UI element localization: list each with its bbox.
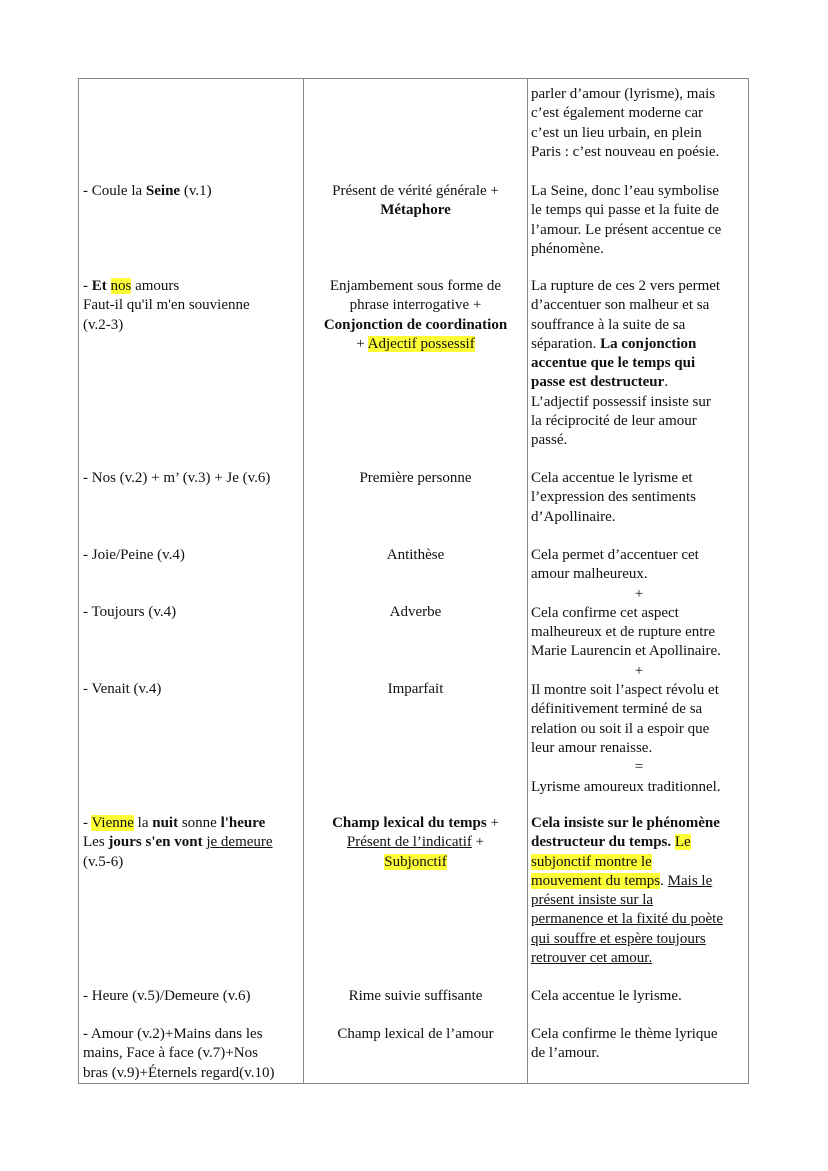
text-segment: - Heure (v.5)/Demeure (v.6) bbox=[83, 988, 251, 1004]
table-cell-entry bbox=[83, 1025, 300, 1083]
text-segment: - Venait (v.4) bbox=[83, 681, 162, 697]
text-segment: Cela permet d’accentuer cet amour malheureux. bbox=[531, 547, 699, 583]
table-cell-entry bbox=[307, 277, 524, 354]
column-interpretations bbox=[527, 79, 750, 1083]
text-segment: Antithèse bbox=[386, 547, 445, 563]
column-citations bbox=[79, 79, 304, 1083]
text-segment: Subjonctif bbox=[384, 853, 447, 870]
text-segment: Adjectif possessif bbox=[367, 335, 475, 352]
text-segment: Adverbe bbox=[389, 604, 442, 620]
text-segment: Champ lexical du temps bbox=[332, 815, 487, 831]
table-cell-entry bbox=[83, 680, 300, 699]
text-segment: Le subjonctif montre le mouvement du temps bbox=[531, 834, 691, 889]
text-segment: - Coule la bbox=[83, 183, 146, 199]
table-cell-entry bbox=[531, 182, 747, 259]
text-segment: la bbox=[133, 815, 153, 831]
table-cell-entry bbox=[531, 469, 747, 527]
table-cell-entry bbox=[531, 277, 747, 451]
text-segment: Présent de l’indicatif bbox=[346, 834, 472, 851]
text-segment: Champ lexical de l’amour bbox=[337, 1026, 494, 1042]
text-segment: nos bbox=[110, 278, 132, 294]
table-cell-entry bbox=[83, 814, 300, 872]
table-cell-entry bbox=[307, 987, 524, 1006]
text-segment: (v.5-6) bbox=[83, 853, 124, 870]
text-segment: Lyrisme amoureux traditionnel. bbox=[531, 778, 721, 795]
text-segment: Présent de vérité générale + bbox=[332, 183, 499, 199]
table-cell-entry bbox=[307, 814, 524, 872]
table-cell-entry bbox=[531, 814, 747, 968]
text-segment: . bbox=[660, 872, 668, 889]
table-cell-entry bbox=[307, 1025, 524, 1044]
text-segment: Conjonction de coordination bbox=[323, 316, 508, 333]
table-cell-entry bbox=[83, 277, 300, 335]
text-segment: parler d’amour (lyrisme), mais c’est également moderne car c’est un lieu urbain, en plein Paris : c’est nouveau en poésie. bbox=[531, 86, 720, 160]
text-segment: amours Faut-il qu'il m'en souvienne (v.2-3) bbox=[83, 278, 250, 333]
text-segment: Enjambement sous forme de phrase interrogative + bbox=[329, 278, 502, 314]
table-cell-entry bbox=[531, 987, 747, 1006]
column-procedes bbox=[303, 79, 528, 1083]
connector-symbol: + bbox=[634, 662, 644, 679]
text-segment: - Nos (v.2) + m’ (v.3) + Je (v.6) bbox=[83, 470, 271, 486]
text-segment: je demeure bbox=[206, 834, 273, 851]
table-cell-entry bbox=[307, 603, 524, 622]
text-segment: l'heure bbox=[220, 815, 266, 831]
text-segment: Seine bbox=[145, 183, 181, 199]
text-segment: Mais le présent insiste sur la permanence et la fixité du poète qui souffre et espère toujours retrouver cet amour. bbox=[531, 872, 723, 967]
analysis-table bbox=[78, 78, 749, 1084]
table-cell-entry bbox=[307, 182, 524, 221]
text-segment: Cela confirme le thème lyrique de l’amour. bbox=[531, 1026, 718, 1062]
text-segment: Cela confirme cet aspect malheureux et de rupture entre Marie Laurencin et Apollinaire. bbox=[531, 604, 721, 660]
text-segment: Imparfait bbox=[387, 681, 444, 697]
text-segment: Cela accentue le lyrisme. bbox=[531, 988, 682, 1004]
table-cell-entry bbox=[83, 546, 300, 565]
table-cell-entry bbox=[83, 469, 300, 488]
text-segment: - Joie/Peine (v.4) bbox=[83, 547, 185, 563]
text-segment: nuit bbox=[152, 815, 179, 831]
text-segment: Il montre soit l’aspect révolu et définitivement terminé de sa relation ou soit il a espoir que leur amour renaisse. bbox=[531, 682, 719, 756]
text-segment: (v.1) bbox=[180, 183, 212, 199]
text-segment: sonne bbox=[178, 815, 221, 831]
text-segment: jours s'en vont bbox=[108, 834, 203, 851]
text-segment: . L’adjectif possessif insiste sur la réciprocité de leur amour passé. bbox=[531, 374, 711, 449]
text-segment: + bbox=[356, 335, 365, 352]
connector-symbol: + bbox=[634, 585, 644, 602]
connector-symbol: = bbox=[634, 759, 644, 776]
text-segment: + bbox=[490, 815, 499, 831]
table-cell-entry bbox=[83, 987, 300, 1006]
text-segment: Première personne bbox=[359, 470, 472, 486]
text-segment: - Toujours (v.4) bbox=[83, 604, 177, 620]
text-segment: La rupture de ces 2 vers permet d’accentuer son malheur et sa souffrance à la suite de sa séparation. bbox=[531, 278, 721, 352]
text-segment bbox=[107, 278, 111, 294]
text-segment: - Amour (v.2)+Mains dans les mains, Face à face (v.7)+Nos bras (v.9)+Éternels regard(v.10) bbox=[83, 1026, 275, 1081]
table-cell-entry bbox=[307, 680, 524, 699]
text-segment: La conjonction accentue que le temps qui passe est destructeur bbox=[531, 335, 697, 391]
text-segment: Et bbox=[91, 278, 107, 294]
table-cell-entry bbox=[531, 546, 747, 797]
table-cell-entry bbox=[531, 85, 747, 162]
text-segment: Cela accentue le lyrisme et l’expression des sentiments d’Apollinaire. bbox=[531, 470, 696, 525]
table-cell-entry bbox=[307, 546, 524, 565]
text-segment: + bbox=[475, 834, 485, 851]
text-segment: Les bbox=[83, 834, 105, 851]
text-segment: - bbox=[83, 815, 92, 831]
table-cell-entry bbox=[83, 603, 300, 622]
text-segment: La Seine, donc l’eau symbolise le temps qui passe et la fuite de l’amour. Le présent accentue ce phénomène. bbox=[531, 183, 722, 257]
text-segment: Métaphore bbox=[380, 202, 451, 219]
table-cell-entry bbox=[531, 1025, 747, 1064]
text-segment: Cela insiste sur le phénomène destructeur du temps. bbox=[531, 815, 720, 851]
table-cell-entry bbox=[307, 469, 524, 488]
text-segment: Vienne bbox=[91, 815, 134, 831]
table-cell-entry bbox=[83, 182, 300, 201]
text-segment: - bbox=[83, 278, 92, 294]
text-segment: Rime suivie suffisante bbox=[348, 988, 483, 1004]
